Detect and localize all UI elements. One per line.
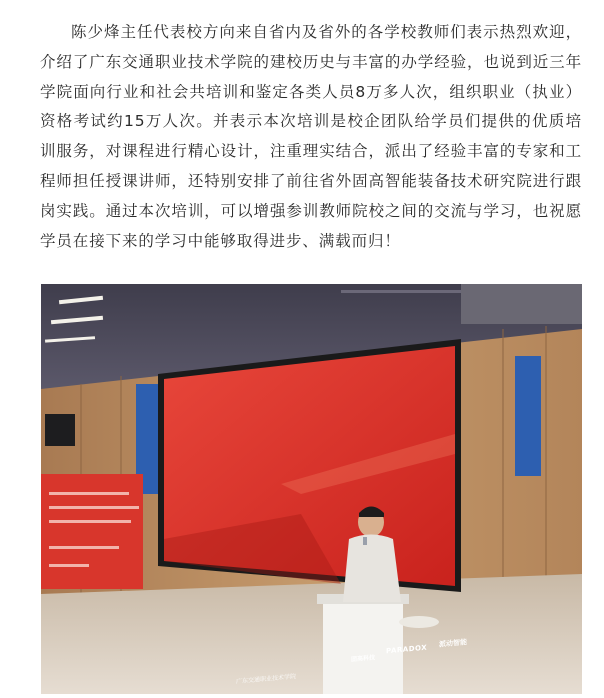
slide-title-line1 [234,692,435,694]
ceremony-photo [41,284,582,694]
article-paragraph: 陈少烽主任代表校方向来自省内及省外的各学校教师们表示热烈欢迎，介绍了广东交通职业技术学院的建校历史与丰富的办学经验，也说到近三年学院面向行业和社会共培训和鉴定各类人员8万多人次，组织职业（执业）资格考试约15万人次。并表示本次培训是校企团队给学员们提供的优质培训服务，对课程进行精心设计，注重理实结合，派出了经验丰富的专家和工程师担任授课讲师，还特别安排了前往省外固高智能装备技术研究院进行跟岗实践。通过本次培训，可以增强参训教师院校之间的交流与学习，也祝愿学员在接下来的学习中能够取得进步、满载而归！ [40,23,582,250]
article-text [40,18,582,256]
partner-logo-paidong: 派动智能 [439,638,467,649]
college-logo-text: 广东交通职业技术学院 [236,673,297,686]
partner-logo-googol: 固高科技 [351,654,376,664]
partner-logo-paradox: PARADOX [386,643,428,656]
